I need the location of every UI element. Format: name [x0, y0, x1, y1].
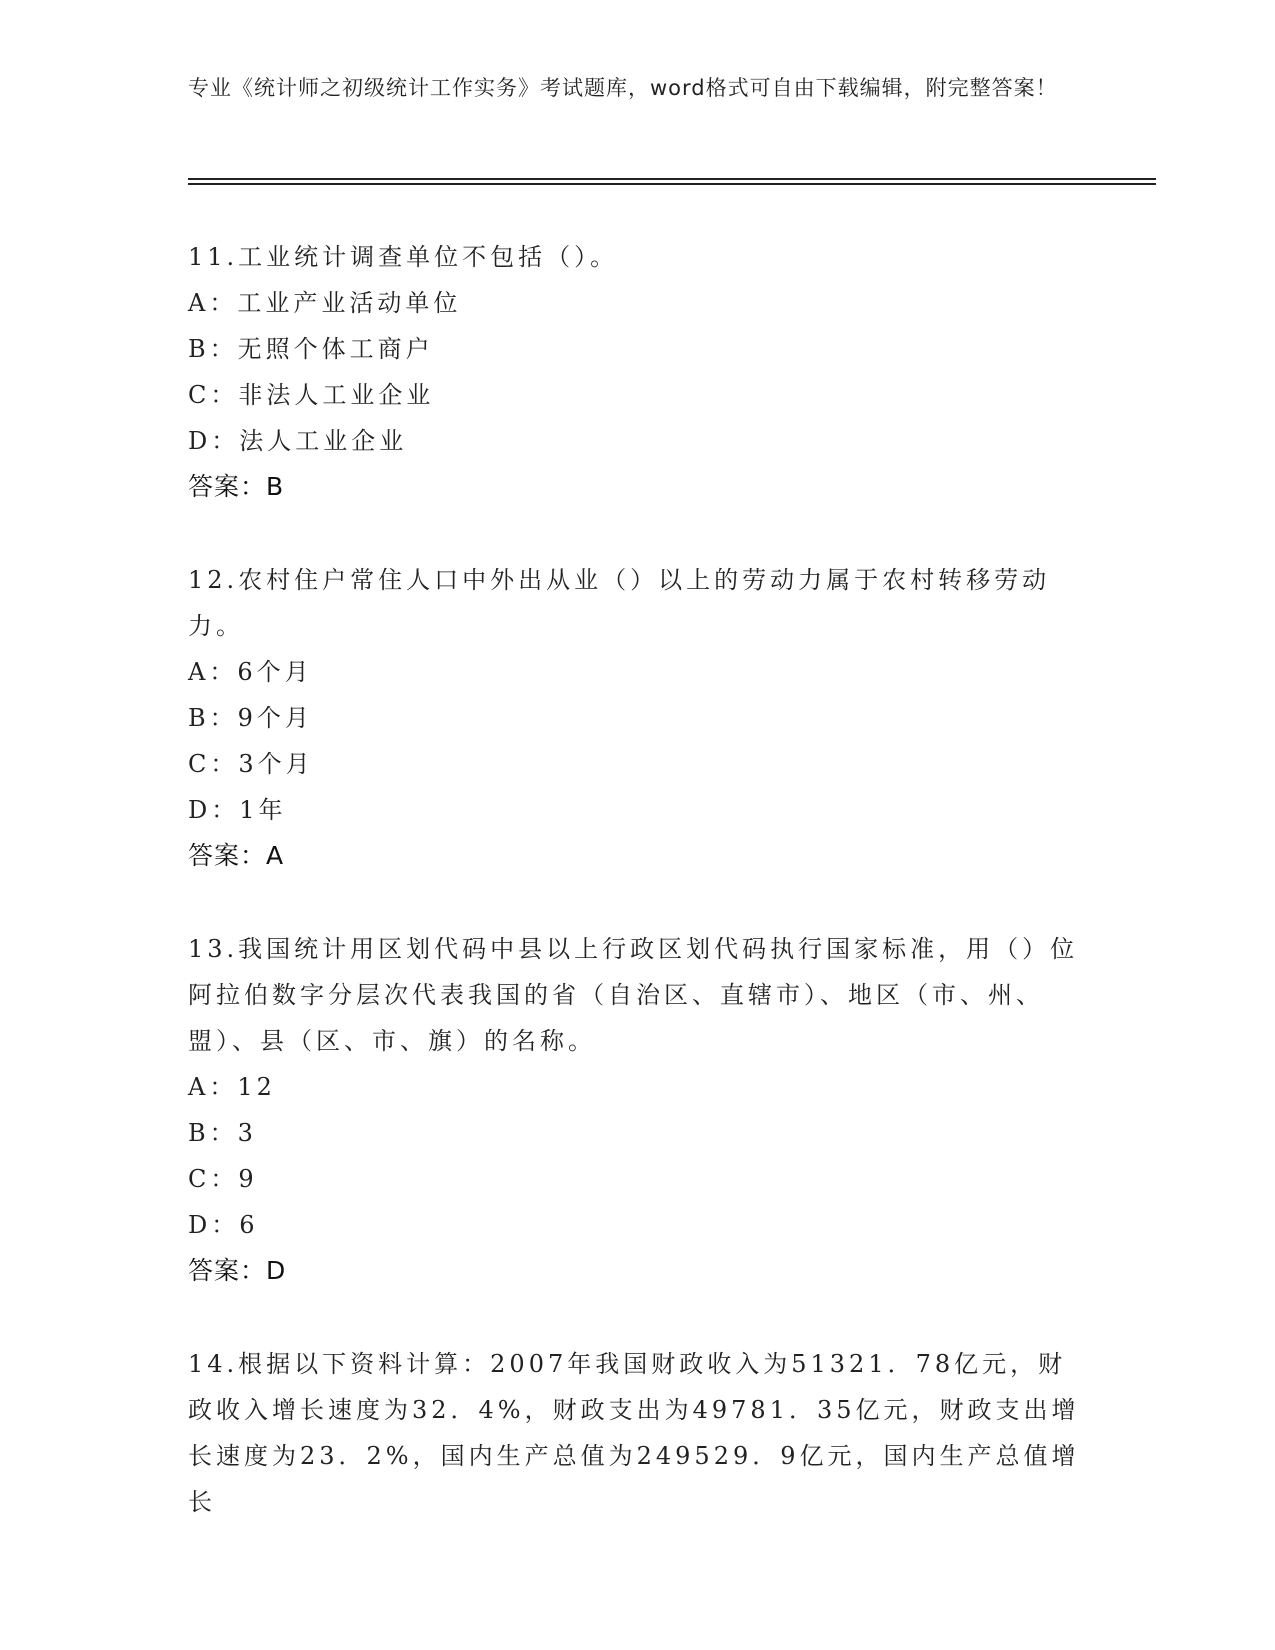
answer-line — [188, 1248, 1088, 1294]
question-list — [188, 234, 1088, 1572]
option-key: A — [188, 289, 210, 317]
option-text: 工业产业活动单位 — [237, 289, 462, 317]
answer-label: 答案： — [188, 841, 267, 870]
option-key: D — [188, 427, 212, 455]
option-a: A：6个月 — [188, 649, 1088, 695]
option-key: C — [188, 750, 211, 778]
option-key: C — [188, 1165, 211, 1193]
answer-line — [188, 464, 1088, 510]
option-b: B：无照个体工商户 — [188, 326, 1088, 372]
option-text: 6 — [239, 1211, 259, 1239]
question-11 — [188, 234, 1088, 510]
option-a: A：工业产业活动单位 — [188, 280, 1088, 326]
option-key: A — [188, 658, 210, 686]
option-d: D：1年 — [188, 787, 1088, 833]
option-key: B — [188, 704, 210, 732]
option-d: D：法人工业企业 — [188, 418, 1088, 464]
question-stem: 14.根据以下资料计算：2007年我国财政收入为51321．78亿元，财政收入增长速度为32．4%，财政支出为49781．35亿元，财政支出增长速度为23．2%，国内生产总值为249529．9亿元，国内生产总值增长 — [188, 1350, 1080, 1516]
answer-value: D — [266, 1256, 287, 1285]
answer-value: B — [266, 472, 285, 501]
option-key: D — [188, 1211, 212, 1239]
question-12 — [188, 557, 1088, 879]
answer-label: 答案： — [188, 1256, 267, 1285]
option-text: 6个月 — [237, 658, 313, 686]
question-stem: 12.农村住户常住人口中外出从业（）以上的劳动力属于农村转移劳动力。 — [188, 566, 1051, 640]
option-text: 法人工业企业 — [239, 427, 408, 455]
option-b: B：3 — [188, 1110, 1088, 1156]
option-text: 3个月 — [238, 750, 314, 778]
answer-value: A — [266, 841, 285, 870]
header-divider-top — [188, 178, 1156, 180]
option-text: 1年 — [239, 796, 287, 824]
answer-label: 答案： — [188, 472, 267, 501]
option-key: D — [188, 796, 212, 824]
option-key: A — [188, 1073, 210, 1101]
question-stem: 11.工业统计调查单位不包括（）。 — [188, 243, 619, 271]
option-text: 9个月 — [237, 704, 313, 732]
option-text: 9 — [238, 1165, 258, 1193]
option-text: 非法人工业企业 — [238, 381, 435, 409]
option-a: A：12 — [188, 1064, 1088, 1110]
option-key: B — [188, 335, 210, 363]
answer-line — [188, 833, 1088, 879]
option-c: C：非法人工业企业 — [188, 372, 1088, 418]
option-key: C — [188, 381, 211, 409]
option-c: C：9 — [188, 1156, 1088, 1202]
option-text: 12 — [237, 1073, 276, 1101]
option-d: D：6 — [188, 1202, 1088, 1248]
question-14 — [188, 1341, 1088, 1525]
question-stem: 13.我国统计用区划代码中县以上行政区划代码执行国家标准，用（）位阿拉伯数字分层次代表我国的省（自治区、直辖市）、地区（市、州、盟）、县（区、市、旗）的名称。 — [188, 935, 1079, 1055]
header-divider-bottom — [188, 183, 1156, 185]
option-key: B — [188, 1119, 210, 1147]
option-text: 无照个体工商户 — [237, 335, 434, 363]
document-header: 专业《统计师之初级统计工作实务》考试题库，word格式可自由下载编辑，附完整答案！ — [188, 76, 1058, 100]
option-b: B：9个月 — [188, 695, 1088, 741]
option-text: 3 — [237, 1119, 257, 1147]
question-13 — [188, 926, 1088, 1294]
option-c: C：3个月 — [188, 741, 1088, 787]
